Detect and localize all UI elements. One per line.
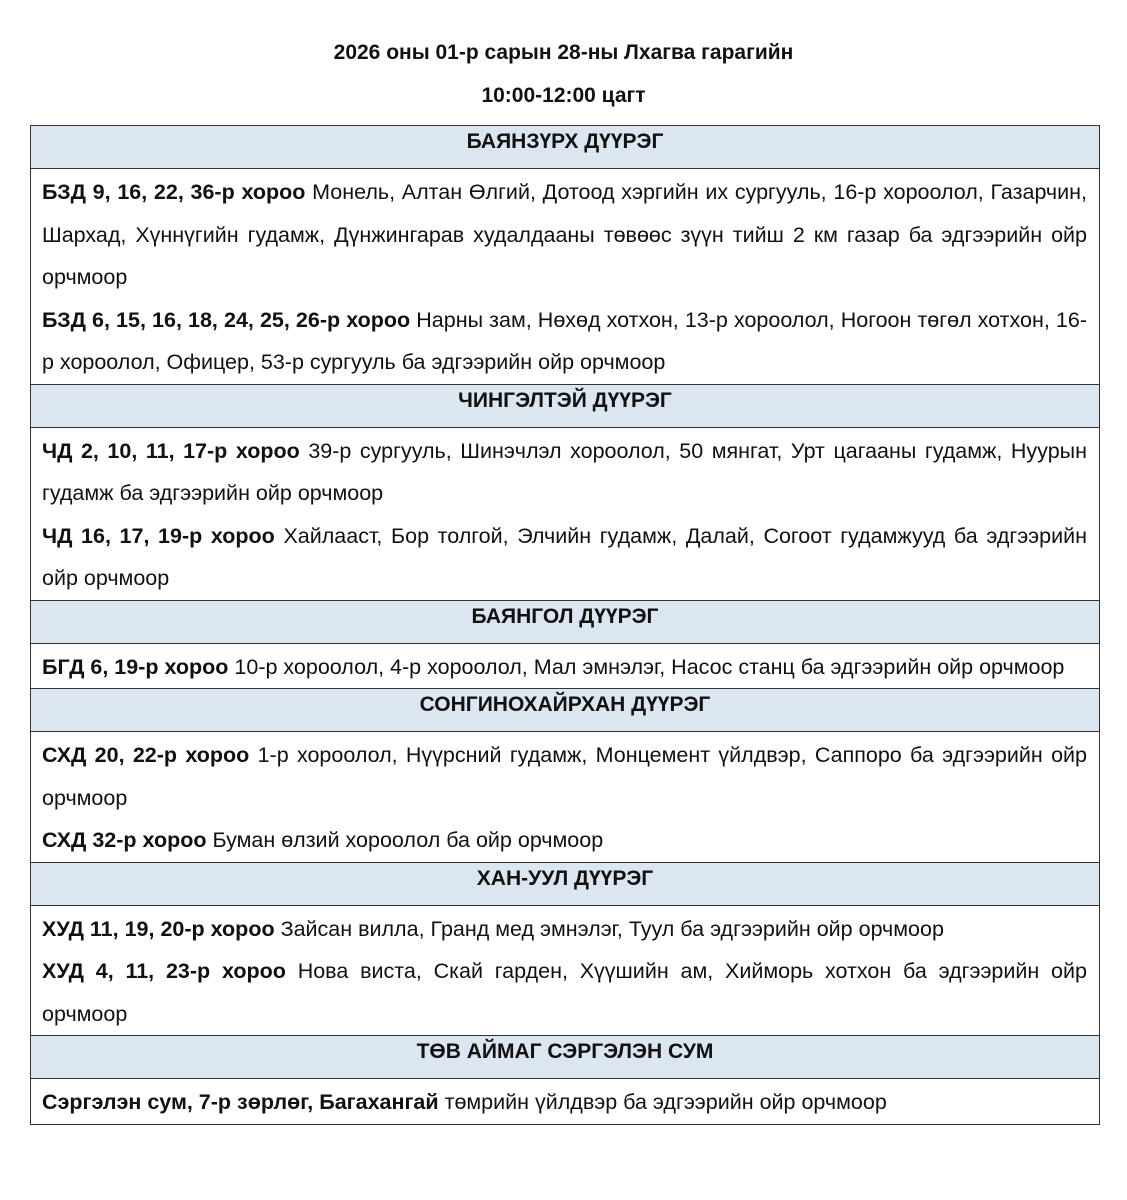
area-entry (42, 646, 1087, 689)
area-entry (42, 1081, 1087, 1124)
khoroo-label: ЧД 2, 10, 11, 17-р хороо (42, 438, 300, 463)
section-body (31, 732, 1099, 863)
section-body (31, 906, 1099, 1037)
khoroo-label: Сэргэлэн сум, 7-р зөрлөг, Багахангай (42, 1090, 439, 1114)
area-entry (42, 734, 1087, 819)
area-description: Зайсан вилла, Гранд мед эмнэлэг, Туул ба эдгээрийн ойр орчмоор (280, 916, 944, 941)
section-header: ЧИНГЭЛТЭЙ ДҮҮРЭГ (31, 385, 1099, 428)
document-title-time: 10:00-12:00 цагт (481, 84, 646, 107)
khoroo-label: ЧД 16, 17, 19-р хороо (42, 523, 275, 548)
khoroo-label: ХУД 11, 19, 20-р хороо (42, 916, 275, 941)
document-title-date: 2026 оны 01-р сарын 28-ны Лхагва гарагийн (333, 41, 794, 64)
section-body (31, 169, 1099, 385)
area-description: төмрийн үйлдвэр ба эдгээрийн ойр орчмоор (444, 1090, 887, 1114)
section-header: БАЯНГОЛ ДҮҮРЭГ (31, 601, 1099, 644)
section-header: БАЯНЗҮРХ ДҮҮРЭГ (31, 126, 1099, 169)
outage-schedule-table (30, 125, 1100, 1125)
section-header: ХАН-УУЛ ДҮҮРЭГ (31, 863, 1099, 906)
area-entry (42, 171, 1087, 299)
section-header: СОНГИНОХАЙРХАН ДҮҮРЭГ (31, 689, 1099, 732)
khoroo-label: БЗД 6, 15, 16, 18, 24, 25, 26-р хороо (42, 307, 411, 332)
khoroo-label: СХД 32-р хороо (42, 828, 207, 852)
area-entry (42, 950, 1087, 1035)
area-entry (42, 430, 1087, 515)
area-description: Монель, Алтан Өлгий, Дотоод хэргийн их сургууль, 16-р хороолол, Газарчин, Шархад, Хүннүгийн гудамж, Дүнжингарав худалдааны төвөөс зүүн тийш 2 км газар ба эдгээрийн ойр орчмоор (42, 180, 1087, 289)
area-description: 1-р хороолол, Нүүрсний гудамж, Монцемент үйлдвэр, Саппоро ба эдгээрийн ойр орчмоор (42, 743, 1087, 810)
khoroo-label: БЗД 9, 16, 22, 36-р хороо (42, 180, 306, 204)
khoroo-label: ХУД 4, 11, 23-р хороо (42, 959, 286, 983)
area-description: Нова виста, Скай гарден, Хүүшийн ам, Хийморь хотхон ба эдгээрийн ойр орчмоор (42, 959, 1087, 1026)
section-body (31, 644, 1099, 690)
area-description: 10-р хороолол, 4-р хороолол, Мал эмнэлэг, Насос станц ба эдгээрийн ойр орчмоор (234, 654, 1065, 679)
area-entry (42, 515, 1087, 600)
section-header: ТӨВ АЙМАГ СЭРГЭЛЭН СУМ (31, 1036, 1099, 1079)
area-entry (42, 299, 1087, 384)
area-entry (42, 819, 1087, 862)
area-description: 39-р сургууль, Шинэчлэл хороолол, 50 мянгат, Урт цагааны гудамж, Нуурын гудамж ба эдгээрийн ойр орчмоор (42, 438, 1087, 505)
area-entry (42, 908, 1087, 951)
area-description: Нарны зам, Нөхөд хотхон, 13-р хороолол, Ногоон төгөл хотхон, 16-р хороолол, Офицер, 53-р сургууль ба эдгээрийн ойр орчмоор (42, 307, 1087, 374)
khoroo-label: СХД 20, 22-р хороо (42, 743, 250, 767)
section-body (31, 1079, 1099, 1125)
khoroo-label: БГД 6, 19-р хороо (42, 654, 229, 679)
section-body (31, 428, 1099, 601)
area-description: Буман өлзий хороолол ба ойр орчмоор (212, 828, 604, 852)
area-description: Хайлааст, Бор толгой, Элчийн гудамж, Далай, Согоот гудамжууд ба эдгээрийн ойр орчмоор (42, 523, 1087, 590)
